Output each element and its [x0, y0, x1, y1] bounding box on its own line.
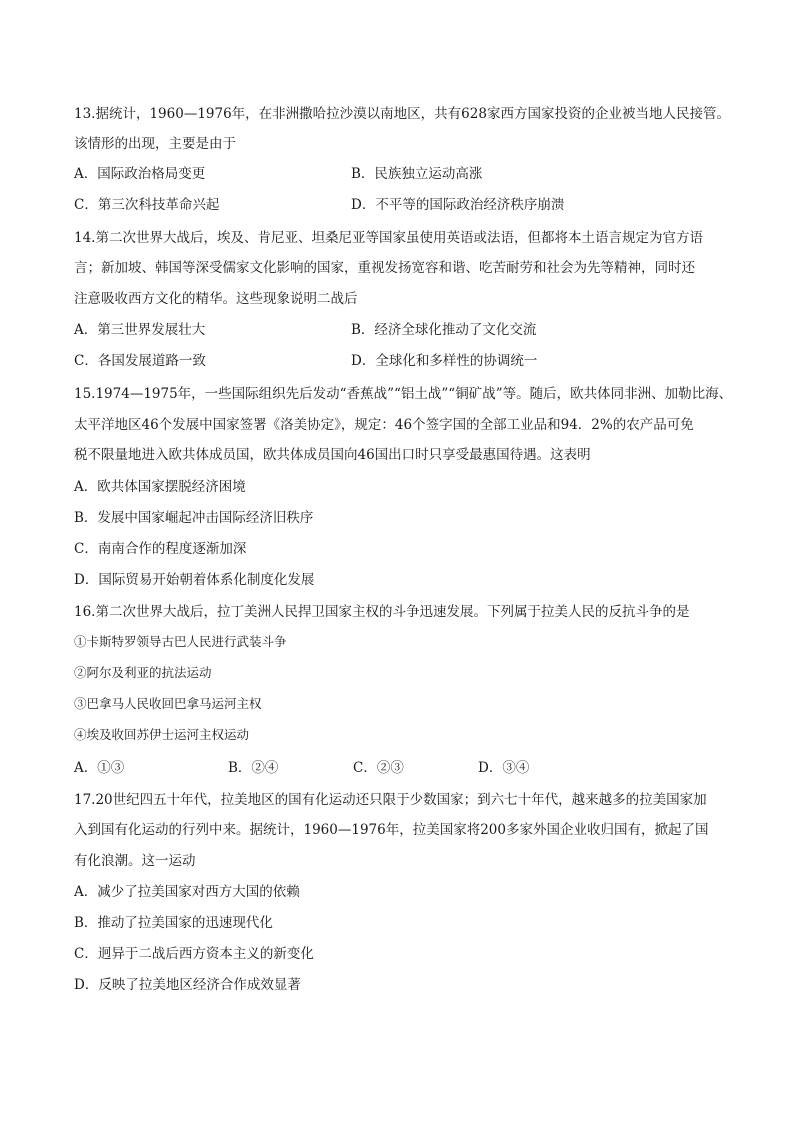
q13-option-a: A．国际政治格局变更: [74, 166, 206, 182]
q16-option-a: A．①③: [74, 760, 125, 776]
q14-option-d: D．全球化和多样性的协调统一: [351, 353, 538, 369]
q13-option-b: B．民族独立运动高涨: [351, 166, 483, 182]
q15-stem-line-3: 税不限量地进入欧共体成员国，欧共体成员国向46国出口时只享受最惠国待遇。这表明: [74, 447, 591, 463]
q17-option-b: B．推动了拉美国家的迅速现代化: [74, 915, 273, 931]
q14-stem-line-3: 注意吸收西方文化的精华。这些现象说明二战后: [74, 291, 358, 307]
q17-stem-line-3: 有化浪潮。这一运动: [74, 853, 196, 869]
q14-option-b: B．经济全球化推动了文化交流: [351, 322, 537, 338]
q15-option-d: D．国际贸易开始朝着体系化制度化发展: [74, 572, 315, 588]
q16-item-2: ②阿尔及利亚的抗法运动: [74, 665, 212, 680]
q13-stem-line-1: 13.据统计，1960—1976年，在非洲撒哈拉沙漠以南地区，共有628家西方国家投资的企业被当地人民接管。: [74, 106, 730, 122]
q13-option-d: D．不平等的国际政治经济秩序崩溃: [351, 197, 565, 213]
q16-stem-line-1: 16.第二次世界大战后，拉丁美洲人民捍卫国家主权的斗争迅速发展。下列属于拉美人民的反抗斗争的是: [74, 604, 690, 620]
q17-option-c: C．迥异于二战后西方资本主义的新变化: [74, 946, 314, 962]
q16-item-3: ③巴拿马人民收回巴拿马运河主权: [74, 696, 262, 711]
q14-option-c: C．各国发展道路一致: [74, 353, 206, 369]
q16-option-d: D．③④: [478, 760, 530, 776]
q15-option-b: B．发展中国家崛起冲击国际经济旧秩序: [74, 510, 314, 526]
q14-stem-line-1: 14.第二次世界大战后，埃及、肯尼亚、坦桑尼亚等国家虽使用英语或法语，但都将本土语言规定为官方语: [74, 230, 703, 246]
q16-item-4: ④埃及收回苏伊士运河主权运动: [74, 727, 250, 742]
q17-option-a: A．减少了拉美国家对西方大国的依赖: [74, 884, 300, 900]
q15-option-c: C．南南合作的程度逐渐加深: [74, 541, 247, 557]
q15-stem-line-2: 太平洋地区46个发展中国家签署《洛美协定》，规定：46个签字国的全部工业品和94．2%的农产品可免: [74, 417, 694, 433]
q16-option-b: B．②④: [228, 760, 279, 776]
q13-stem-line-2: 该情形的出现，主要是由于: [74, 136, 236, 152]
q14-stem-line-2: 言；新加坡、韩国等深受儒家文化影响的国家，重视发扬宽容和谐、吃苦耐劳和社会为先等精神，同时还: [74, 260, 695, 276]
q17-stem-line-2: 入到国有化运动的行列中来。据统计，1960—1976年，拉美国家将200多家外国企业收归国有，掀起了国: [74, 822, 709, 838]
q17-option-d: D．反映了拉美地区经济合作成效显著: [74, 977, 301, 993]
q13-option-c: C．第三次科技革命兴起: [74, 197, 220, 213]
q14-option-a: A．第三世界发展壮大: [74, 322, 206, 338]
q15-option-a: A．欧共体国家摆脱经济困境: [74, 479, 246, 495]
q16-option-c: C．②③: [353, 760, 404, 776]
q16-item-1: ①卡斯特罗领导古巴人民进行武装斗争: [74, 634, 287, 649]
q15-stem-line-1: 15.1974—1975年，一些国际组织先后发动“香蕉战”“铝土战”“铜矿战”等。随后，欧共体同非洲、加勒比海、: [74, 386, 733, 402]
q17-stem-line-1: 17.20世纪四五十年代，拉美地区的国有化运动还只限于少数国家；到六七十年代，越来越多的拉美国家加: [74, 792, 707, 808]
